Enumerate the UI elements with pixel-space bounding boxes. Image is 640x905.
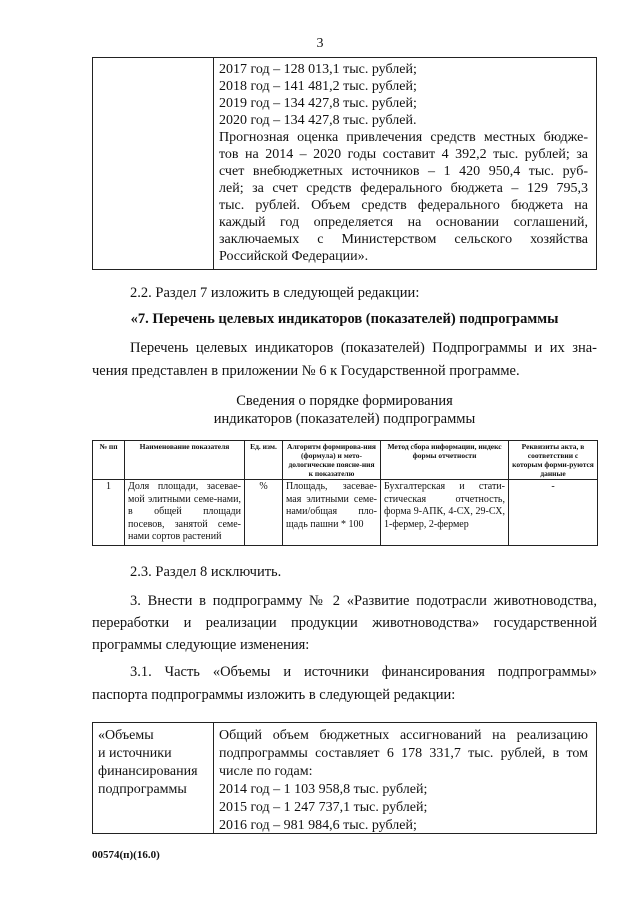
cell-algorithm: Площадь, засевае-мая элитными семе-нами/общая пло-щадь пашни * 100 [283,480,381,546]
section-7-text-cont [92,362,597,380]
header-num: № пп [93,441,125,480]
cell-act: - [509,480,598,546]
passport-label-line: «Объемы [98,728,154,743]
table-caption-line-2: индикаторов (показателей) подпрограммы [213,411,476,427]
section-7-text-line: Перечень целевых индикаторов (показателей) Подпрограммы и их зна- [130,340,597,356]
page-number: 3 [316,36,324,51]
table-caption-line-1: Сведения о порядке формирования [236,393,453,409]
cell-unit: % [245,480,283,546]
funding-paragraph-line: тыс. рублей. Объем средств федерального бюджета на [219,198,588,213]
passport-value-line: 2015 год – 1 247 737,1 тыс. рублей; [219,800,428,815]
header-act: Реквизиты акта, в соответствии с которым форми-руются данные [509,441,598,480]
item-2-3: 2.3. Раздел 8 исключить. [130,564,282,580]
table-divider [213,723,214,833]
item-3-line: переработки и реализации продукции животноводства» государственной [92,615,597,631]
funding-paragraph-line: заключаемых с Министерством сельского хозяйства [219,232,588,247]
item-3-1 [92,663,597,681]
cell-method: Бухгалтерская и стати-стическая отчетность, форма 9-АПК, 4-СХ, 29-СХ, 1-фермер, 2-фермер [381,480,509,546]
item-3-1-line: 3.1. Часть «Объемы и источники финансирования подпрограммы» [130,664,597,680]
item-3-1-cont [92,686,597,704]
funding-table-cell [219,61,588,265]
passport-value-cell [219,727,588,835]
item-3-line: программы следующие изменения: [92,637,310,653]
footer-code: 00574(п)(16.0) [92,849,160,861]
table-divider [213,58,214,269]
funding-paragraph-line: счет внебюджетных источников – 1 420 950,4 тыс. руб- [219,164,588,179]
item-3-1-line: паспорта подпрограммы изложить в следующей редакции: [92,687,456,703]
passport-value-line: числе по годам: [219,764,313,779]
cell-name: Доля площади, засевае-мой элитными семе-нами, в общей площади посевов, занятой семе-нами сортов растений [125,480,245,546]
item-2-2: 2.2. Раздел 7 изложить в следующей редакции: [130,285,420,301]
passport-table [92,722,597,834]
passport-value-line: 2014 год – 1 103 958,8 тыс. рублей; [219,782,428,797]
funding-year-line: 2019 год – 134 427,8 тыс. рублей; [219,96,417,111]
item-3-line: 3. Внести в подпрограмму № 2 «Развитие подотрасли животноводства, [130,593,597,609]
funding-table [92,57,597,270]
funding-paragraph-line: тов на 2014 – 2020 годы составит 4 392,2 тыс. рублей; за [219,147,588,162]
item-3-cont [92,614,597,654]
header-algorithm: Алгоритм формирова-ния (формула) и мето-дологические поясне-ния к показателю [283,441,381,480]
passport-label-line: финансирования [98,764,198,779]
passport-label-line: и источники [98,746,172,761]
passport-value-line: 2016 год – 981 984,6 тыс. рублей; [219,818,417,833]
passport-label-line: подпрограммы [98,782,187,797]
header-unit: Ед. изм. [245,441,283,480]
table-header-row [93,441,598,480]
cell-num: 1 [93,480,125,546]
funding-paragraph-line: каждый год определяется на основании соглашений, [219,215,588,230]
item-3 [92,592,597,610]
funding-paragraph-line: лей; за счет средств федерального бюджета – 129 795,3 [219,181,588,196]
funding-paragraph-line: Прогнозная оценка привлечения средств местных бюдже- [219,130,588,145]
section-7-text-line: чения представлен в приложении № 6 к Государственной программе. [92,363,520,379]
funding-year-line: 2020 год – 134 427,8 тыс. рублей. [219,113,417,128]
funding-year-line: 2017 год – 128 013,1 тыс. рублей; [219,62,417,77]
header-name: Наименование показателя [125,441,245,480]
table-row [93,480,598,546]
passport-value-line: Общий объем бюджетных ассигнований на реализацию [219,728,588,743]
indicators-table [92,440,598,546]
funding-year-line: 2018 год – 141 481,2 тыс. рублей; [219,79,417,94]
passport-label-cell [98,727,210,799]
section-7-text [92,339,597,357]
section-7-title: «7. Перечень целевых индикаторов (показателей) подпрограммы [130,311,559,327]
funding-paragraph-line: Российской Федерации». [219,249,369,264]
passport-value-line: подпрограммы составляет 6 178 331,7 тыс. рублей, в том [219,746,588,761]
header-method: Метод сбора информации, индекс формы отчетности [381,441,509,480]
